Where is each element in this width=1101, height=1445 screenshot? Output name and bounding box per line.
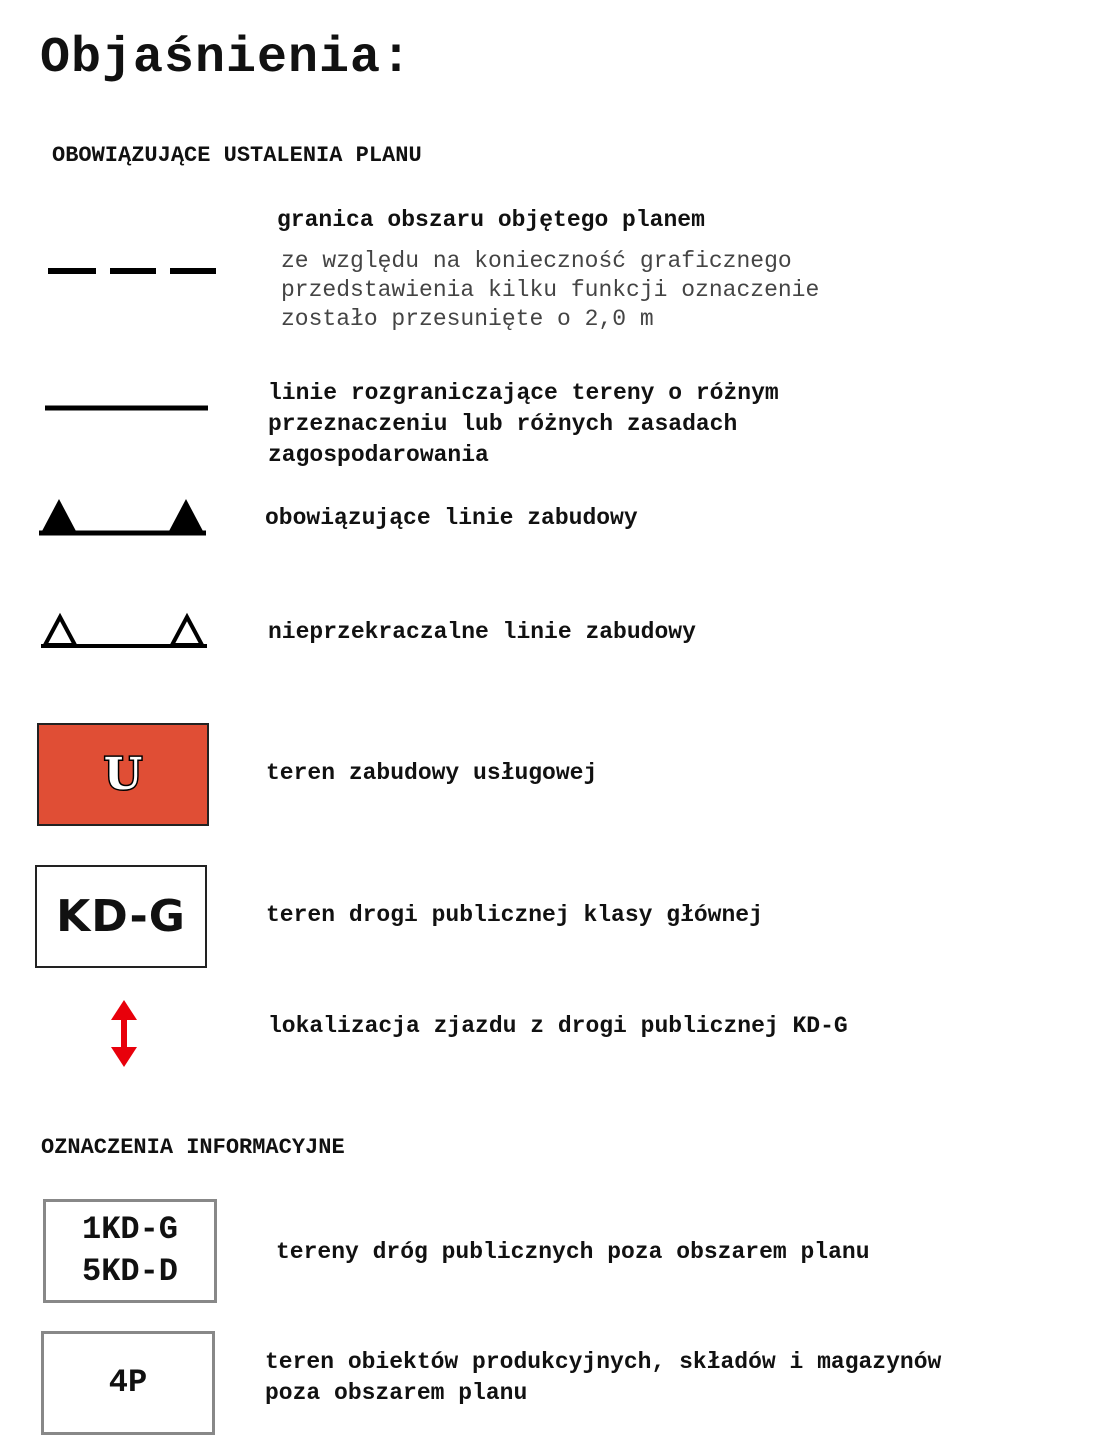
section-heading-binding: OBOWIĄZUJĄCE USTALENIA PLANU	[52, 143, 422, 168]
dividing-lines-label	[268, 378, 779, 471]
boundary-note-line: przedstawienia kilku funkcji oznaczenie	[281, 277, 820, 303]
production-outside-label	[265, 1347, 941, 1409]
boundary-dashed-line-icon	[46, 266, 218, 276]
main-road-symbol: KD-G	[35, 865, 207, 968]
production-outside-symbol	[41, 1331, 215, 1435]
main-road-label: teren drogi publicznej klasy głównej	[266, 902, 763, 928]
dividing-lines-label-line: zagospodarowania	[268, 442, 489, 468]
dividing-lines-label-line: przeznaczeniu lub różnych zasadach	[268, 411, 738, 437]
service-area-letter: U	[103, 749, 143, 800]
roads-outside-symbol-line: 1KD-G	[81, 1211, 178, 1248]
nonexceedable-building-line-icon	[41, 612, 209, 650]
double-arrow-icon	[110, 1000, 138, 1068]
service-area-label: teren zabudowy usługowej	[266, 760, 598, 786]
roads-outside-symbol-line: 5KD-D	[81, 1253, 178, 1290]
boundary-note	[281, 247, 819, 334]
mandatory-building-line-icon	[39, 497, 207, 537]
dividing-lines-label-line: linie rozgraniczające tereny o różnym	[268, 380, 779, 406]
production-outside-label-line: poza obszarem planu	[265, 1380, 528, 1406]
service-area-symbol	[37, 723, 209, 826]
roads-outside-label: tereny dróg publicznych poza obszarem planu	[276, 1239, 870, 1265]
page-title: Objaśnienia:	[40, 30, 413, 87]
dividing-solid-line-icon	[45, 404, 209, 412]
boundary-label: granica obszaru objętego planem	[277, 207, 705, 233]
nonexceedable-building-lines-label: nieprzekraczalne linie zabudowy	[268, 619, 696, 645]
section-heading-info: OZNACZENIA INFORMACYJNE	[41, 1135, 345, 1160]
production-outside-label-line: teren obiektów produkcyjnych, składów i magazynów	[265, 1349, 942, 1375]
access-point-label: lokalizacja zjazdu z drogi publicznej KD-G	[268, 1013, 848, 1039]
boundary-note-line: zostało przesunięte o 2,0 m	[281, 306, 654, 332]
roads-outside-symbol	[43, 1199, 217, 1303]
production-outside-symbol-text: 4P	[108, 1364, 148, 1401]
mandatory-building-lines-label: obowiązujące linie zabudowy	[265, 505, 638, 531]
boundary-note-line: ze względu na konieczność graficznego	[281, 248, 792, 274]
